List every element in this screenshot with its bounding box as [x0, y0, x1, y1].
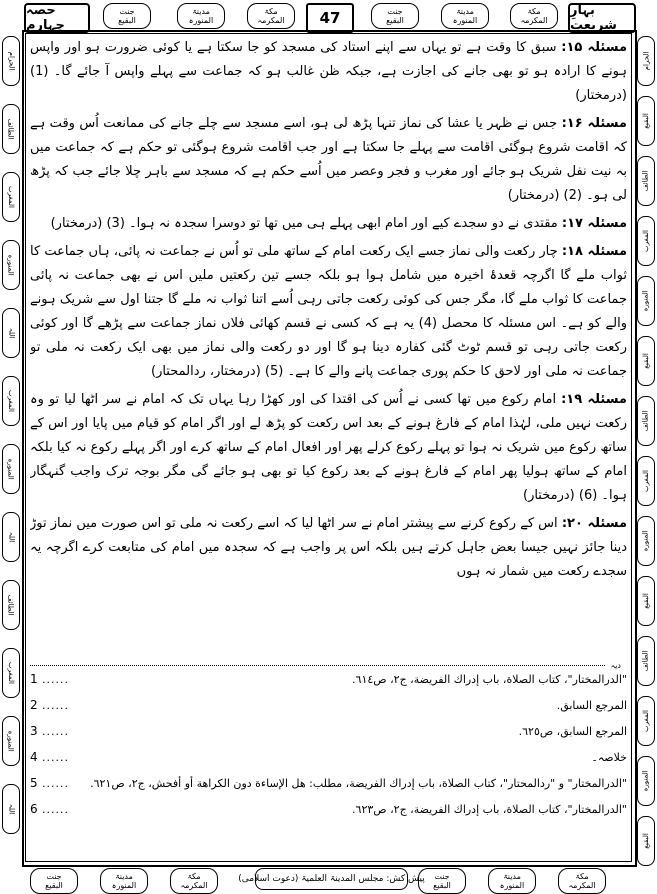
badge-top-text: مکۃ — [575, 872, 589, 881]
side-tab-label: البقیع — [641, 113, 650, 129]
badge-bottom-text: البقیع — [118, 16, 136, 25]
footnote-dots: ...... — [42, 699, 69, 712]
book-title: بہارِ شریعت — [568, 3, 636, 33]
footnote-text: "الدرالمختار"، كتاب الصلاة، باب إدراك الفريضة، ج٢، ص٦٢٣. — [352, 803, 627, 816]
badge-top-text: جنت — [119, 7, 135, 16]
masala-text: مقتدی نے دو سجدے کیے اور امام ابھی پہلے ہی میں تھا تو دوسرا سجدہ نہ ہوا۔ (3) (درمختار) — [50, 216, 562, 231]
footnote-dots: ...... — [42, 803, 69, 816]
header-badge-left-1 — [103, 3, 151, 29]
right-side-tab — [637, 36, 655, 86]
side-tab-label: الطائف — [642, 650, 650, 672]
footer-badge-left-3 — [170, 868, 218, 894]
badge-bottom-text: المکرمہ — [180, 881, 208, 890]
footnote-text: "الدرالمختار" و "ردالمحتار"، كتاب الصلاة، باب إدراك الفريضة، مطلب: هل الإساءة دون الكراهة أو أفحش، ج٢، ص٦٢١. — [90, 777, 627, 790]
header-badge-right-1 — [371, 3, 419, 29]
badge-bottom-text: المنورہ — [499, 881, 525, 890]
right-side-tab — [637, 96, 655, 146]
masala-label: مسئلہ ۱۶: — [561, 116, 627, 131]
badge-bottom-text: المکرمہ — [520, 16, 548, 25]
left-side-tab — [2, 376, 20, 426]
footnote — [30, 802, 627, 817]
side-tab-label: المغرب — [642, 470, 650, 492]
badge-bottom-text: البقیع — [386, 16, 404, 25]
right-side-tab — [637, 576, 655, 626]
badge-top-text: مکۃ — [264, 7, 278, 16]
masala-label: مسئلہ ۱۵: — [561, 40, 627, 55]
badge-top-text: مکۃ — [527, 7, 541, 16]
masala-text: اس کے رکوع کرنے سے پیشتر امام نے سر اٹھا لیا کہ اسے رکعت نہ ملی تو اس صورت میں نماز توڑ دینا جائز نہیں جیسا بعض جاہل کرتے ہیں بلکہ اس پر واجب ہے کہ سجدہ میں امام کی متابعت کرے اگرچہ یہ سجدے رکعت میں شمار نہ ہوں — [30, 516, 627, 579]
side-tab-label: الحرام — [7, 51, 15, 71]
side-tab-label: المنورہ — [7, 730, 15, 752]
badge-bottom-text: المنورہ — [111, 881, 137, 890]
badge-top-text: مکۃ — [187, 872, 201, 881]
footer-badge-right-2 — [488, 868, 536, 894]
left-side-tab — [2, 172, 20, 222]
badge-bottom-text: المکرمہ — [257, 16, 285, 25]
footnote — [30, 672, 627, 687]
left-side-tab — [2, 36, 20, 86]
masala-19 — [30, 388, 627, 508]
footnote-number: 3 — [30, 724, 38, 738]
left-side-tab — [2, 580, 20, 630]
footnote-text: المرجع السابق، ص٦٢٥. — [518, 725, 627, 738]
badge-top-text: جنت — [387, 7, 403, 16]
badge-top-text: مدینۃ — [115, 872, 133, 881]
part-title: حصہ چہارم — [24, 3, 90, 33]
header-badge-left-2 — [177, 3, 225, 29]
side-tab-label: الحرام — [642, 51, 650, 71]
masala-text: جس نے ظہر یا عشا کی نماز تنہا پڑھ لی ہو، اسے مسجد سے چلے جانے کی ممانعت اُس وقت ہے کہ اقامت شروع ہوگئی اقامت سے پہلے جا سکتا ہے اور جب اقامت شروع ہوگئی تو حکم ہے کہ جماعت میں بہ نیت نفل شریک ہو جائے اور مغرب و فجر وعصر میں اُسے حکم ہے کہ مسجد سے باہر چلا جائے جب کہ پڑھ لی ہو۔ (2) (درمختار) — [30, 116, 627, 203]
side-tab-label: اللہ — [7, 327, 15, 339]
side-tab-label: المنورہ — [7, 458, 15, 480]
footnote-number: 2 — [30, 698, 38, 712]
masala-label: مسئلہ ۱۹: — [561, 392, 627, 407]
masala-label: مسئلہ ۱۷: — [561, 216, 627, 231]
side-tab-label: البقیع — [641, 593, 650, 609]
side-tab-label: الطائف — [7, 594, 15, 616]
side-tab-label: المنورہ — [642, 770, 650, 792]
badge-bottom-text: البقیع — [433, 881, 451, 890]
side-tab-label: المغرب — [7, 186, 15, 208]
masala-17 — [30, 212, 627, 236]
right-side-tab — [637, 696, 655, 746]
right-side-tab — [637, 636, 655, 686]
footnote-number: 6 — [30, 802, 38, 816]
footnote-number: 5 — [30, 776, 38, 790]
badge-bottom-text: المکرمہ — [568, 881, 596, 890]
left-side-tab — [2, 512, 20, 562]
footer-badge-left-2 — [100, 868, 148, 894]
side-tab-label: البقیع — [641, 833, 650, 849]
badge-bottom-text: المنورہ — [452, 16, 478, 25]
right-side-tab — [637, 816, 655, 866]
footnote-dots: ...... — [42, 777, 69, 790]
publisher-label: پیش کش: مجلس المدینۃ العلمیۃ (دعوت اسلامی) — [255, 868, 408, 890]
masala-label: مسئلہ ۲۰: — [561, 516, 627, 531]
footnote-number: 1 — [30, 672, 38, 686]
side-tab-label: المغرب — [642, 230, 650, 252]
right-side-tab — [637, 456, 655, 506]
header-badge-left-3 — [247, 3, 295, 29]
badge-bottom-text: المنورہ — [188, 16, 214, 25]
footer-badge-right-1 — [418, 868, 466, 894]
side-tab-label: البقیع — [641, 353, 650, 369]
right-side-tab — [637, 336, 655, 386]
divider-mark: دیہ — [610, 660, 621, 670]
side-tab-label: الطائف — [642, 410, 650, 432]
masala-text: امام رکوع میں تھا کسی نے اُس کی اقتدا کی اور کھڑا رہا یہاں تک کہ امام نے سر اٹھا لیا تو وہ رکعت نہیں ملی، لہٰذا امام کے فارغ ہونے کے بعد اس رکعت کو پڑھ لے اور اگر امام کو قیام میں پایا اور اس کے ساتھ رکوع میں شریک نہ ہوا تو پہلے رکوع کرلے پھر اور افعال امام کے ساتھ کرے اور اگر پہلے رکوع نہ کیا بلکہ امام کے ساتھ ہولیا پھر امام کے فارغ ہونے کے بعد رکوع کیا تو بھی ہو جائے گی مگر بوجہ ترک واجب گنہگار ہوا۔ (6) (درمختار) — [30, 392, 627, 503]
right-side-tab — [637, 516, 655, 566]
badge-bottom-text: البقیع — [45, 881, 63, 890]
footnote-dots: ...... — [42, 725, 69, 738]
badge-top-text: مدینۃ — [456, 7, 474, 16]
footnote-text: المرجع السابق. — [556, 699, 627, 712]
left-side-tab — [2, 716, 20, 766]
side-tab-label: المنورہ — [642, 290, 650, 312]
masala-label: مسئلہ ۱۸: — [561, 244, 627, 259]
badge-top-text: جنت — [46, 872, 62, 881]
footnote — [30, 776, 627, 791]
header-badge-right-2 — [441, 3, 489, 29]
left-side-tab — [2, 308, 20, 358]
main-text — [30, 36, 627, 656]
footer-badge-right-3 — [558, 868, 606, 894]
masala-18 — [30, 240, 627, 384]
side-tab-label: المغرب — [7, 390, 15, 412]
side-tab-label: اللہ — [7, 531, 15, 543]
left-side-tab — [2, 648, 20, 698]
masala-text: سبق کا وقت ہے تو یہاں سے اپنے استاد کی مسجد کو جا سکتا ہے یا کوئی ضرورت ہو اور واپس ہونے کا ارادہ ہو تو بھی جانے کی اجازت ہے، جبکہ ظن غالب ہو کہ جماعت سے پہلے واپس آ جائے گا۔ (1) (درمختار) — [30, 40, 627, 103]
side-tab-label: المنورہ — [7, 254, 15, 276]
side-tab-label: اللہ — [7, 803, 15, 815]
right-side-tab — [637, 756, 655, 806]
footnote — [30, 698, 627, 713]
masala-16 — [30, 112, 627, 208]
side-tab-label: الطائف — [7, 118, 15, 140]
divider-line — [30, 665, 605, 666]
page-number: 47 — [306, 3, 354, 33]
badge-top-text: جنت — [434, 872, 450, 881]
masala-20 — [30, 512, 627, 584]
footnote-dots: ...... — [42, 673, 69, 686]
right-side-tab — [637, 216, 655, 266]
right-side-tab — [637, 156, 655, 206]
footer-badge-left-1 — [30, 868, 78, 894]
badge-top-text: مدینۃ — [503, 872, 521, 881]
right-side-tab — [637, 276, 655, 326]
side-tab-label: المنورہ — [642, 530, 650, 552]
footnote-dots: ...... — [42, 751, 69, 764]
left-side-tab — [2, 784, 20, 834]
footnote-divider — [30, 661, 627, 669]
footnote-text: خلاصہ۔ — [591, 751, 627, 764]
left-side-tab — [2, 104, 20, 154]
masala-15 — [30, 36, 627, 108]
footnote-number: 4 — [30, 750, 38, 764]
left-side-tab — [2, 240, 20, 290]
side-tab-label: المغرب — [7, 662, 15, 684]
left-side-tab — [2, 444, 20, 494]
footnotes — [30, 672, 627, 828]
side-tab-label: الطائف — [642, 170, 650, 192]
footnote — [30, 724, 627, 739]
badge-top-text: مدینۃ — [192, 7, 210, 16]
right-side-tab — [637, 396, 655, 446]
header-badge-right-3 — [510, 3, 558, 29]
side-tab-label: المغرب — [642, 710, 650, 732]
footnote-text: "الدرالمختار"، كتاب الصلاة، باب إدراك الفريضة، ج٢، ص٦١٤. — [352, 673, 627, 686]
masala-text: چار رکعت والی نماز جسے ایک رکعت امام کے ساتھ ملی تو اُس نے جماعت نہ پائی، ہاں جماعت کا ثواب ملے گا اگرچہ قعدۂ اخیرہ میں شامل ہوا ہو بلکہ جسے تین رکعتیں ملیں اس نے بھی جماعت نہ پائی جماعت کا ثواب ملے گا، مگر جس کی کوئی رکعت جاتی رہی اُسے اتنا ثواب نہ ملے گا جتنا اول سے شریک ہونے والے کو ہے۔ اس مسئلہ کا محصل (4) یہ ہے کہ کسی نے قسم کھائی فلاں نماز جماعت سے پڑھے گا اور کوئی رکعت جاتی رہی تو قسم ٹوٹ گئی کفارہ دینا ہو گا اور دو رکعت والی نماز میں بھی ایک رکعت نہ ملی تو جماعت نہ ملی اور لاحق کا حکم پوری جماعت پانے والے کا ہے۔ (5) (درمختار، ردالمحتار) — [30, 244, 627, 379]
footnote — [30, 750, 627, 765]
